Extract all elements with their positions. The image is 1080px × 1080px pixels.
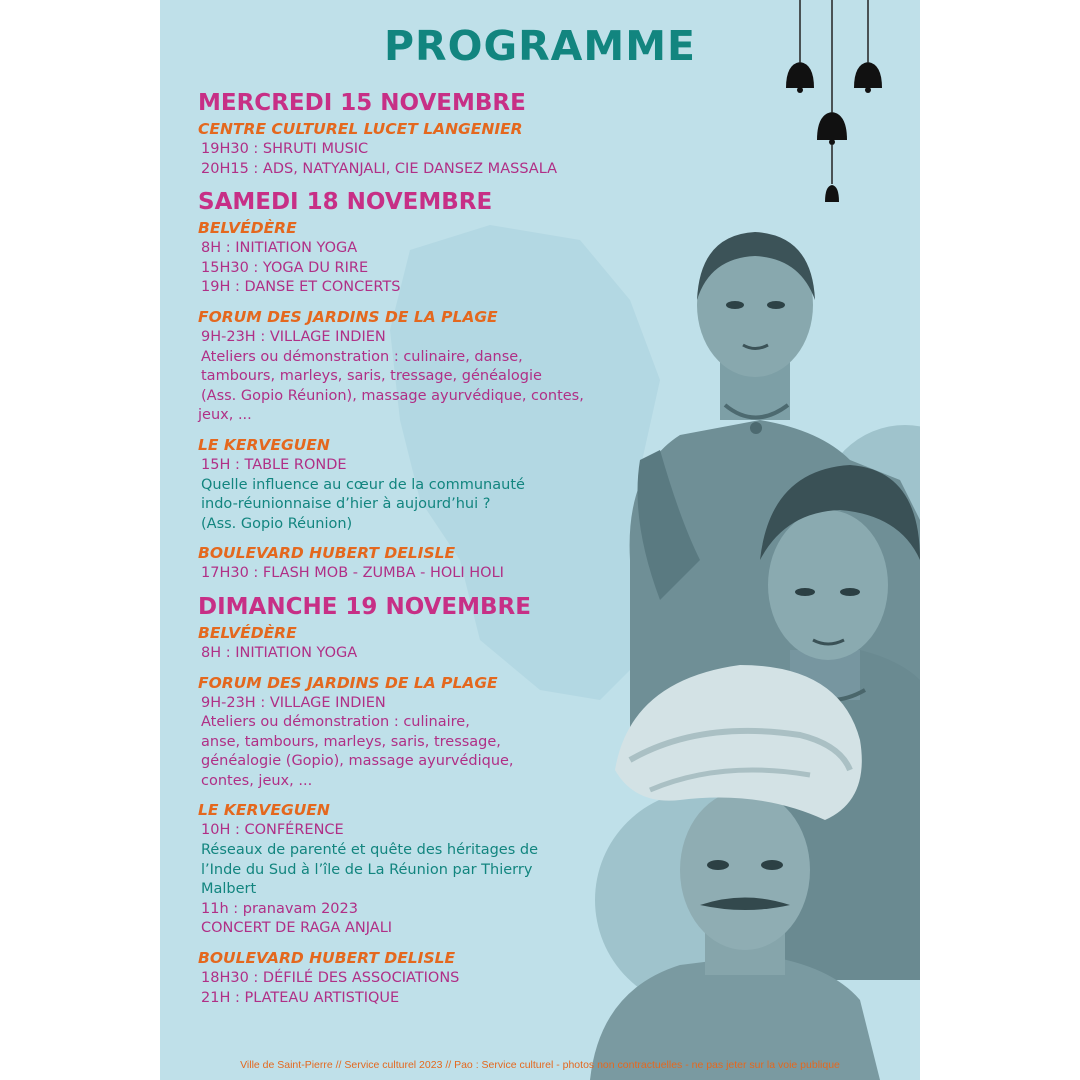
event-line: Malbert xyxy=(201,881,257,898)
venue-heading: BELVÉDÈRE xyxy=(198,219,297,238)
venue-heading: BELVÉDÈRE xyxy=(198,623,297,642)
venue-heading: CENTRE CULTUREL LUCET LANGENIER xyxy=(198,120,523,138)
event-line: 15H30 : YOGA DU RIRE xyxy=(201,259,369,276)
event-line: (Ass. Gopio Réunion), massage ayurvédique, contes, xyxy=(201,387,584,404)
hanging-bell-icon xyxy=(825,185,839,202)
venue-heading: FORUM DES JARDINS DE LA PLAGE xyxy=(198,307,498,326)
event-line: généalogie (Gopio), massage ayurvédique, xyxy=(201,753,514,770)
event-line: anse, tambours, marleys, saris, tressage, xyxy=(201,733,501,750)
footer-credits: Ville de Saint-Pierre // Service culturel 2023 // Pao : Service culturel - photos non contractuelles - ne pas jeter sur la voie publique xyxy=(240,1059,840,1071)
event-line: 19H30 : SHRUTI MUSIC xyxy=(201,141,369,157)
event-line: 15H : TABLE RONDE xyxy=(201,456,347,473)
venue-heading: BOULEVARD HUBERT DELISLE xyxy=(198,949,456,968)
venue-heading: LE KERVEGUEN xyxy=(198,801,330,820)
event-line: tambours, marleys, saris, tressage, généalogie xyxy=(201,368,542,385)
event-line: contes, jeux, ... xyxy=(201,772,313,789)
event-line: indo-réunionnaise d’hier à aujourd’hui ? xyxy=(201,496,491,513)
day-heading: MERCREDI 15 NOVEMBRE xyxy=(198,90,526,116)
event-line: Quelle influence au cœur de la communauté xyxy=(201,476,525,493)
event-line: Ateliers ou démonstration : culinaire, xyxy=(201,714,470,731)
hanging-bell-icon xyxy=(817,112,847,140)
poster xyxy=(160,0,920,1080)
page-title: PROGRAMME xyxy=(383,22,697,70)
event-line: Ateliers ou démonstration : culinaire, danse, xyxy=(201,348,523,365)
event-line: 10H : CONFÉRENCE xyxy=(201,822,344,839)
event-line: (Ass. Gopio Réunion) xyxy=(201,515,353,532)
event-line: 8H : INITIATION YOGA xyxy=(201,240,358,257)
event-line: 8H : INITIATION YOGA xyxy=(201,644,358,661)
event-line: 18H30 : DÉFILÉ DES ASSOCIATIONS xyxy=(201,970,460,987)
event-line: Réseaux de parenté et quête des héritages de xyxy=(201,842,538,859)
event-line: CONCERT DE RAGA ANJALI xyxy=(201,920,393,937)
venue-heading: LE KERVEGUEN xyxy=(198,435,330,454)
event-line: jeux, ... xyxy=(198,407,252,424)
event-line: 9H-23H : VILLAGE INDIEN xyxy=(201,694,386,711)
day-heading: DIMANCHE 19 NOVEMBRE xyxy=(198,593,531,620)
venue-heading: BOULEVARD HUBERT DELISLE xyxy=(198,544,456,563)
event-line: 9H-23H : VILLAGE INDIEN xyxy=(201,328,386,345)
venue-heading: FORUM DES JARDINS DE LA PLAGE xyxy=(198,673,498,692)
event-line: l’Inde du Sud à l’île de La Réunion par Thierry xyxy=(201,861,533,878)
event-line: 20H15 : ADS, NATYANJALI, CIE DANSEZ MASSALA xyxy=(201,160,558,177)
event-line: 21H : PLATEAU ARTISTIQUE xyxy=(201,989,400,1006)
event-line: 17H30 : FLASH MOB - ZUMBA - HOLI HOLI xyxy=(201,565,504,582)
event-line: 11h : pranavam 2023 xyxy=(201,900,358,917)
event-line: 19H : DANSE ET CONCERTS xyxy=(201,279,401,296)
programme-list xyxy=(198,88,758,1008)
day-heading: SAMEDI 18 NOVEMBRE xyxy=(198,189,493,216)
